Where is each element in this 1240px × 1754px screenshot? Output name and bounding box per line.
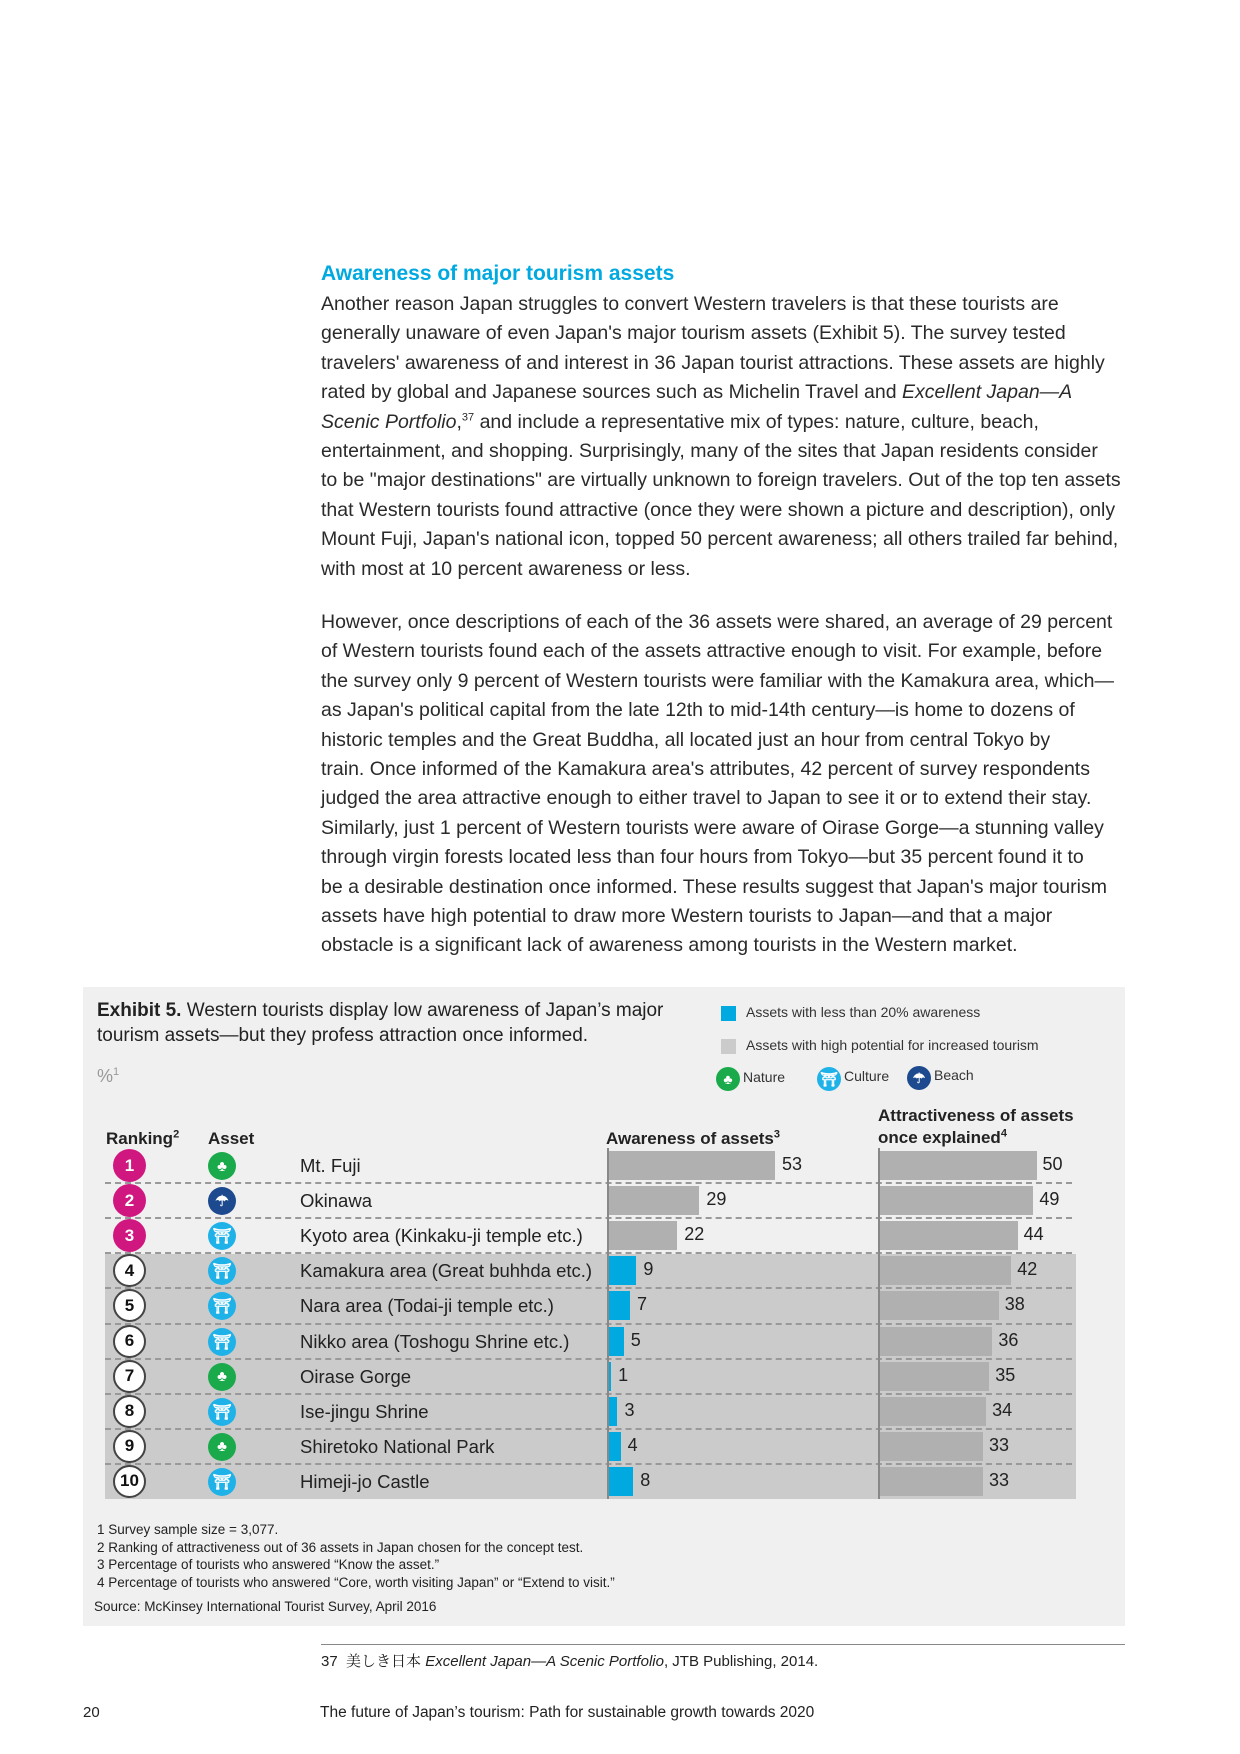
section-heading: Awareness of major tourism assets <box>321 262 675 285</box>
nature-icon: ♣ <box>716 1067 740 1091</box>
legend-swatch-low <box>721 1006 736 1021</box>
awareness-value: 7 <box>637 1294 648 1315</box>
exhibit-label: Exhibit 5. <box>97 1000 182 1021</box>
book-title: Excellent Japan—A <box>902 381 1073 404</box>
source: Source: McKinsey International Tourist Survey, April 2016 <box>94 1599 437 1614</box>
attractiveness-value: 49 <box>1039 1189 1060 1210</box>
asset-name: Nara area (Todai-ji temple etc.) <box>300 1295 554 1317</box>
rank-badge: 1 <box>113 1149 146 1182</box>
rank-badge: 6 <box>113 1325 146 1358</box>
asset-name: Shiretoko National Park <box>300 1435 495 1457</box>
text-line <box>321 378 1141 407</box>
culture-icon: ⛩ <box>817 1067 841 1091</box>
exhibit-title <box>97 998 717 1048</box>
text-line: Another reason Japan struggles to convert Western travelers is that these tourists are <box>321 293 1059 315</box>
legend-culture: Culture <box>844 1068 890 1084</box>
awareness-value: 5 <box>630 1329 641 1350</box>
header-ranking <box>106 1128 179 1150</box>
attractiveness-bar <box>879 1327 992 1356</box>
attractiveness-bar <box>879 1467 983 1496</box>
culture-icon: ⛩ <box>208 1222 236 1250</box>
text-line: assets have high potential to draw more Western tourists to Japan—and that a major <box>321 905 1053 928</box>
awareness-value: 1 <box>618 1364 629 1385</box>
header-attractiveness <box>878 1105 1074 1149</box>
header-text: Attractiveness of assets <box>878 1106 1074 1125</box>
table-row <box>105 1218 1072 1253</box>
awareness-bar <box>608 1467 633 1496</box>
text-line: the survey only 9 percent of Western tourists were familiar with the Kamakura area, which— <box>321 669 1114 692</box>
awareness-value: 22 <box>684 1224 705 1245</box>
footnote-title: Excellent Japan—A Scenic Portfolio <box>425 1653 664 1670</box>
text-line: of Western tourists found each of the assets attractive enough to visit. For example, before <box>321 640 1103 663</box>
beach-icon: ☂ <box>907 1066 931 1090</box>
header-text: once explained <box>878 1128 1001 1147</box>
awareness-value: 29 <box>706 1189 727 1210</box>
asset-name: Oirase Gorge <box>300 1365 412 1387</box>
attractiveness-value: 36 <box>998 1329 1019 1350</box>
table-row <box>105 1464 1072 1499</box>
culture-icon: ⛩ <box>208 1398 236 1426</box>
attractiveness-value: 38 <box>1004 1294 1025 1315</box>
text-line: entertainment, and shopping. Surprisingly, many of the sites that Japan residents consider <box>321 440 1098 463</box>
asset-name: Mt. Fuji <box>300 1155 361 1176</box>
attractiveness-axis <box>878 1148 880 1499</box>
book-title: Scenic Portfolio <box>321 410 457 433</box>
text-line: obstacle is a significant lack of awareness among tourists in the Western market. <box>321 934 1018 957</box>
rank-badge: 4 <box>113 1254 146 1287</box>
awareness-value: 9 <box>643 1259 654 1280</box>
awareness-value: 4 <box>627 1434 638 1455</box>
attractiveness-value: 33 <box>988 1469 1009 1490</box>
culture-icon: ⛩ <box>208 1328 236 1356</box>
rank-badge: 2 <box>113 1184 146 1217</box>
footnote-ref: 37 <box>461 411 475 424</box>
footnote: 3 Percentage of tourists who answered “Know the asset.” <box>97 1557 440 1572</box>
unit-sup: 1 <box>113 1066 120 1078</box>
header-asset: Asset <box>208 1129 255 1148</box>
text-line: Similarly, just 1 percent of Western tourists were aware of Oirase Gorge—a stunning valley <box>321 816 1104 839</box>
awareness-axis <box>607 1148 609 1499</box>
nature-icon: ♣ <box>208 1363 236 1391</box>
text-line: through virgin forests located less than four hours from Tokyo—but 35 percent found it to <box>321 846 1084 869</box>
footnote: 1 Survey sample size = 3,077. <box>97 1522 279 1537</box>
awareness-bar <box>608 1327 624 1356</box>
text-line: However, once descriptions of each of the 36 assets were shared, an average of 29 percent <box>321 611 1113 633</box>
asset-name: Kamakura area (Great buhhda etc.) <box>300 1260 593 1282</box>
text-line: with most at 10 percent awareness or less. <box>321 557 691 580</box>
attractiveness-value: 35 <box>995 1364 1016 1385</box>
culture-icon: ⛩ <box>208 1292 236 1320</box>
legend-low: Assets with less than 20% awareness <box>746 1004 981 1020</box>
table-row <box>105 1359 1072 1394</box>
header-sup: 4 <box>1000 1127 1007 1140</box>
table-row <box>105 1183 1072 1218</box>
paragraph-1 <box>321 290 1141 584</box>
footnote: 2 Ranking of attractiveness out of 36 assets in Japan chosen for the concept test. <box>97 1540 584 1555</box>
culture-icon: ⛩ <box>208 1468 236 1496</box>
awareness-value: 3 <box>624 1399 635 1420</box>
beach-icon: ☂ <box>208 1187 236 1215</box>
footnote-37 <box>321 1650 818 1671</box>
attractiveness-bar <box>879 1362 989 1391</box>
attractiveness-bar <box>879 1151 1037 1180</box>
text-line: judged the area attractive enough to either travel to Japan to see it or to extend their stay. <box>321 787 1092 810</box>
table-row <box>105 1148 1072 1183</box>
table-row <box>105 1394 1072 1429</box>
awareness-bar <box>608 1221 677 1250</box>
awareness-bar <box>608 1151 775 1180</box>
awareness-bar <box>608 1432 621 1461</box>
rank-badge: 10 <box>113 1465 146 1498</box>
header-line2 <box>878 1127 1074 1149</box>
asset-name: Nikko area (Toshogu Shrine etc.) <box>300 1330 570 1352</box>
rank-badge: 3 <box>113 1219 146 1252</box>
header-text: Awareness of assets <box>606 1129 774 1148</box>
text-line: be a desirable destination once informed. These results suggest that Japan's major tourism <box>321 875 1107 898</box>
legend-swatch-high <box>721 1039 736 1054</box>
text: , <box>456 410 462 433</box>
attractiveness-bar <box>879 1291 999 1320</box>
header-text: Ranking <box>106 1129 174 1148</box>
footnote-rest: , JTB Publishing, 2014. <box>663 1653 819 1670</box>
legend-high: Assets with high potential for increased tourism <box>746 1037 1039 1053</box>
header-sup: 2 <box>173 1128 180 1141</box>
culture-icon: ⛩ <box>208 1257 236 1285</box>
unit-label <box>97 1066 119 1087</box>
table-row <box>105 1253 1072 1288</box>
text-line <box>321 408 1141 437</box>
rank-badge: 9 <box>113 1430 146 1463</box>
text: rated by global and Japanese sources such as Michelin Travel and <box>321 381 903 404</box>
asset-name: Himeji-jo Castle <box>300 1470 430 1492</box>
text: and include a representative mix of types: nature, culture, beach, <box>474 410 1039 433</box>
asset-name: Okinawa <box>300 1190 372 1212</box>
asset-name: Ise-jingu Shrine <box>300 1400 429 1422</box>
text-line: to be "major destinations" are virtually unknown to foreign travelers. Out of the top ten assets <box>321 469 1121 492</box>
legend-beach: Beach <box>934 1067 974 1083</box>
header-awareness <box>606 1128 780 1150</box>
exhibit-title-text: Western tourists display low awareness of Japan’s major tourism assets—but they profess attraction once informed. <box>97 1000 664 1046</box>
awareness-bar <box>608 1256 636 1285</box>
text-line: historic temples and the Great Buddha, all located just an hour from central Tokyo by <box>321 728 1051 751</box>
unit: % <box>97 1066 114 1086</box>
text-line: as Japan's political capital from the late 12th to mid-14th century—is home to dozens of <box>321 699 1075 722</box>
text-line: Mount Fuji, Japan's national icon, topped 50 percent awareness; all others trailed far behind, <box>321 528 1119 551</box>
footnote-num: 37 <box>321 1653 338 1670</box>
text-line: train. Once informed of the Kamakura area's attributes, 42 percent of survey respondents <box>321 758 1090 781</box>
footnote: 4 Percentage of tourists who answered “Core, worth visiting Japan” or “Extend to visit.” <box>97 1575 615 1590</box>
awareness-bar <box>608 1186 699 1215</box>
footer-title: The future of Japan’s tourism: Path for sustainable growth towards 2020 <box>320 1704 815 1721</box>
nature-icon: ♣ <box>208 1433 236 1461</box>
text-line: generally unaware of even Japan's major tourism assets (Exhibit 5). The survey tested <box>321 322 1066 345</box>
attractiveness-bar <box>879 1256 1011 1285</box>
awareness-bar <box>608 1397 617 1426</box>
table-row <box>105 1429 1072 1464</box>
awareness-value: 53 <box>781 1154 802 1174</box>
attractiveness-bar <box>879 1221 1018 1250</box>
awareness-bar <box>608 1291 630 1320</box>
header-sup: 3 <box>773 1128 781 1141</box>
text-line: that Western tourists found attractive (once they were shown a picture and description), only <box>321 498 1116 521</box>
attractiveness-value: 33 <box>988 1434 1009 1455</box>
table-row <box>105 1324 1072 1359</box>
attractiveness-value: 50 <box>1042 1154 1063 1174</box>
footnote-rule <box>321 1644 1125 1645</box>
asset-name: Kyoto area (Kinkaku-ji temple etc.) <box>300 1225 583 1247</box>
attractiveness-bar <box>879 1397 986 1426</box>
paragraph-2 <box>321 608 1141 961</box>
text-line: travelers' awareness of and interest in 36 Japan tourist attractions. These assets are highly <box>321 351 1105 374</box>
attractiveness-bar <box>879 1432 983 1461</box>
attractiveness-value: 34 <box>992 1399 1013 1420</box>
nature-icon: ♣ <box>208 1152 236 1180</box>
table-row <box>105 1288 1072 1323</box>
rank-badge: 7 <box>113 1360 146 1393</box>
page-number: 20 <box>83 1704 100 1721</box>
attractiveness-value: 42 <box>1017 1259 1038 1280</box>
rank-badge: 5 <box>113 1289 146 1322</box>
awareness-value: 8 <box>640 1469 651 1490</box>
footnote-jp: 美しき日本 <box>346 1653 422 1670</box>
rank-badge: 8 <box>113 1395 146 1428</box>
legend-nature: Nature <box>743 1069 786 1085</box>
attractiveness-bar <box>879 1186 1033 1215</box>
attractiveness-value: 44 <box>1023 1224 1044 1245</box>
